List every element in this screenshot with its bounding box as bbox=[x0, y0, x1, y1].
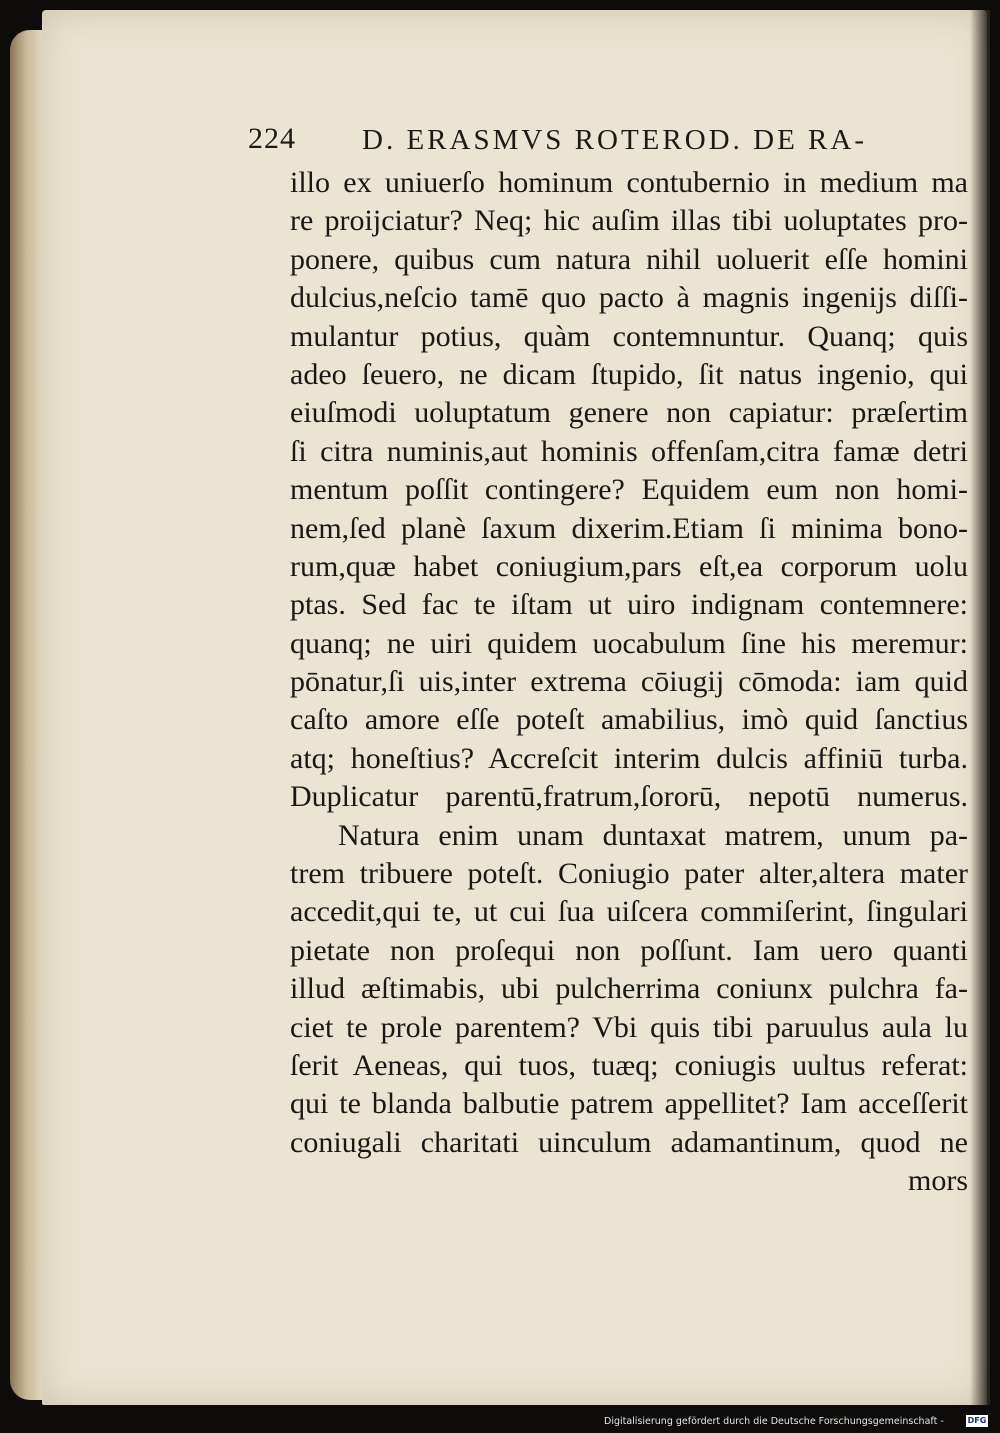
text-line: coniugali charitati uinculum adamantinum, quod ne bbox=[290, 1125, 968, 1159]
page-number: 224 bbox=[248, 122, 296, 155]
text-line: Natura enim unam duntaxat matrem, unum pa- bbox=[338, 818, 968, 852]
text-line: nem,ſed planè ſaxum dixerim.Etiam ſi minima bono- bbox=[290, 511, 968, 545]
text-line: accedit,qui te, ut cui ſua uiſcera commiſerint, ſingulari bbox=[290, 895, 968, 929]
text-line: atq; honeſtius? Accreſcit interim dulcis affiniū turba. bbox=[290, 741, 968, 775]
text-line: adeo ſeuero, ne dicam ſtupido, ſit natus ingenio, qui bbox=[290, 357, 968, 391]
digitization-credit: Digitalisierung gefördert durch die Deutsche Forschungsgemeinschaft - bbox=[604, 1416, 944, 1427]
text-line: caſto amore eſſe poteſt amabilius, imò quid ſanctius bbox=[290, 703, 968, 737]
spine-shadow bbox=[970, 10, 990, 1405]
running-head bbox=[248, 118, 928, 158]
body-text bbox=[290, 164, 968, 1201]
text-line: ptas. Sed fac te iſtam ut uiro indignam contemnere: bbox=[290, 588, 968, 622]
text-line: illud æſtimabis, ubi pulcherrima coniunx pulchra fa- bbox=[290, 972, 968, 1006]
text-line: eiuſmodi uoluptatum genere non capiatur: præſertim bbox=[290, 396, 968, 430]
text-line: trem tribuere poteſt. Coniugio pater alter,altera mater bbox=[290, 857, 968, 891]
text-line: rum,quæ habet coniugium,pars eſt,ea corporum uolu bbox=[290, 549, 968, 583]
text-line: pōnatur,ſi uis,inter extrema cōiugij cōmoda: iam quid bbox=[290, 665, 968, 699]
text-line: dulcius,neſcio tamē quo pacto à magnis ingenijs diſſi- bbox=[290, 281, 968, 315]
text-line: mulantur potius, quàm contemnuntur. Quanq; quis bbox=[290, 319, 968, 353]
text-line: pietate non proſequi non poſſunt. Iam uero quanti bbox=[290, 933, 968, 967]
text-line: ſerit Aeneas, qui tuos, tuæq; coniugis uultus referat: bbox=[290, 1048, 968, 1082]
text-line: qui te blanda balbutie patrem appellitet? Iam acceſſerit bbox=[290, 1087, 968, 1121]
dfg-logo: DFG bbox=[967, 1416, 987, 1425]
text-line: ponere, quibus cum natura nihil uoluerit eſſe homini bbox=[290, 242, 968, 276]
text-line: ſi citra numinis,aut hominis offenſam,citra famæ detri bbox=[290, 434, 968, 468]
running-head-title: D. ERASMVS ROTEROD. DE RA- bbox=[362, 124, 867, 156]
text-line: Duplicatur parentū,fratrum,ſororū, nepotū numerus. bbox=[290, 780, 968, 814]
text-line: illo ex uniuerſo hominum contubernio in medium ma bbox=[290, 166, 968, 199]
text-line: ciet te prole parentem? Vbi quis tibi paruulus aula lu bbox=[290, 1010, 968, 1044]
text-line: re proijciatur? Neq; hic auſim illas tibi uoluptates pro- bbox=[290, 204, 968, 238]
text-line: quanq; ne uiri quidem uocabulum ſine his meremur: bbox=[290, 626, 968, 660]
catchword: mors bbox=[908, 1164, 968, 1198]
text-line: mentum poſſit contingere? Equidem eum non homi- bbox=[290, 473, 968, 507]
